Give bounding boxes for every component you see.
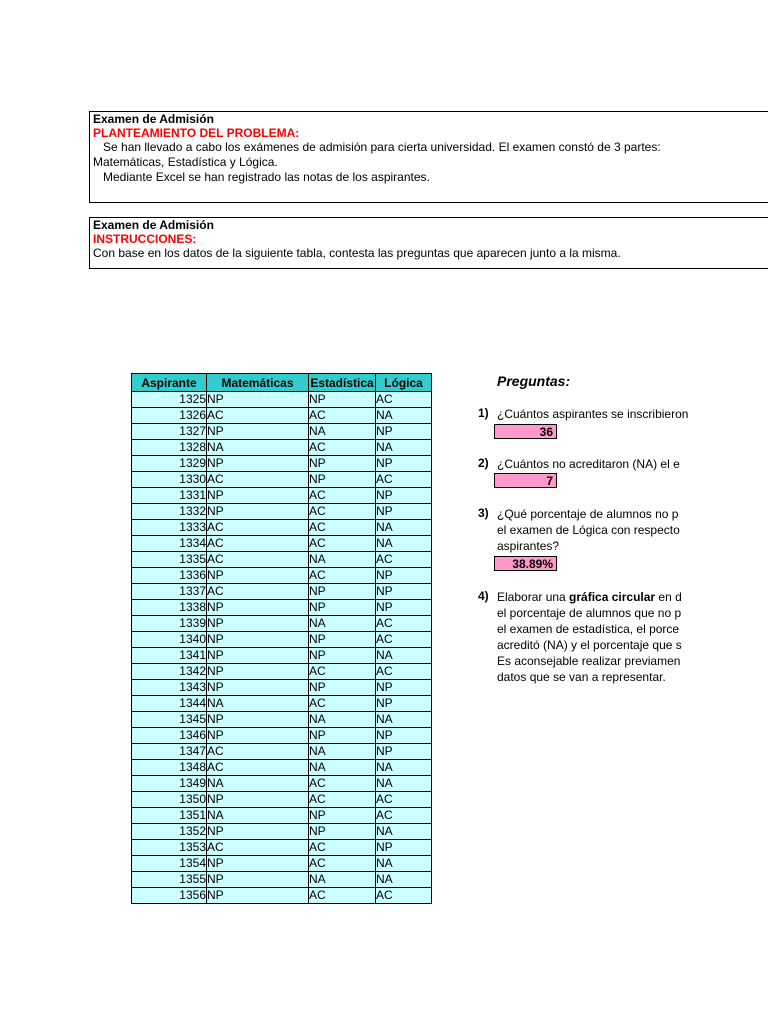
cell-logica[interactable]: NA — [376, 712, 432, 728]
cell-logica[interactable]: NP — [376, 696, 432, 712]
cell-aspirante[interactable]: 1334 — [132, 536, 207, 552]
cell-aspirante[interactable]: 1326 — [132, 408, 207, 424]
cell-estadistica[interactable]: NP — [309, 600, 376, 616]
cell-aspirante[interactable]: 1346 — [132, 728, 207, 744]
cell-aspirante[interactable]: 1335 — [132, 552, 207, 568]
cell-estadistica[interactable]: AC — [309, 792, 376, 808]
question-number: 1) — [478, 406, 489, 420]
question-line: acreditó (NA) y el porcentaje que s — [497, 638, 682, 652]
cell-aspirante[interactable]: 1328 — [132, 440, 207, 456]
problem-heading: PLANTEAMIENTO DEL PROBLEMA: — [93, 126, 300, 140]
cell-estadistica[interactable]: NA — [309, 744, 376, 760]
table-row — [132, 872, 432, 888]
cell-aspirante[interactable]: 1325 — [132, 392, 207, 408]
question-number: 2) — [478, 456, 489, 470]
cell-matematicas[interactable]: NP — [207, 872, 309, 888]
cell-estadistica[interactable]: NP — [309, 472, 376, 488]
cell-logica[interactable]: AC — [376, 392, 432, 408]
cell-estadistica[interactable]: NA — [309, 552, 376, 568]
instructions-title: Examen de Admisión — [93, 218, 214, 232]
cell-logica[interactable]: NP — [376, 456, 432, 472]
question-number: 4) — [478, 589, 489, 603]
cell-logica[interactable]: AC — [376, 616, 432, 632]
header-logica[interactable]: Lógica — [376, 374, 432, 392]
cell-estadistica[interactable]: NP — [309, 456, 376, 472]
cell-matematicas[interactable]: NP — [207, 680, 309, 696]
cell-logica[interactable]: AC — [376, 888, 432, 904]
cell-estadistica[interactable]: AC — [309, 888, 376, 904]
cell-aspirante[interactable]: 1342 — [132, 664, 207, 680]
question-line: Elaborar una gráfica circular en d — [497, 590, 682, 604]
cell-estadistica[interactable]: NP — [309, 632, 376, 648]
cell-aspirante[interactable]: 1336 — [132, 568, 207, 584]
table-row — [132, 888, 432, 904]
table-row — [132, 440, 432, 456]
instructions-line: Con base en los datos de la siguiente tabla, contesta las preguntas que aparecen junto a la misma. — [93, 246, 621, 260]
table-row — [132, 456, 432, 472]
question-line: aspirantes? — [497, 539, 560, 553]
cell-matematicas[interactable]: AC — [207, 552, 309, 568]
cell-aspirante[interactable]: 1356 — [132, 888, 207, 904]
cell-logica[interactable]: NP — [376, 584, 432, 600]
cell-aspirante[interactable]: 1344 — [132, 696, 207, 712]
cell-matematicas[interactable]: AC — [207, 536, 309, 552]
table-row — [132, 584, 432, 600]
instructions-box — [89, 217, 768, 269]
cell-estadistica[interactable]: NA — [309, 424, 376, 440]
answer-cell[interactable]: 36 — [494, 424, 557, 439]
table-row — [132, 664, 432, 680]
cell-estadistica[interactable]: NP — [309, 680, 376, 696]
table-row — [132, 680, 432, 696]
table-row — [132, 536, 432, 552]
problem-line-1: Se han llevado a cabo los exámenes de admisión para cierta universidad. El examen constó de 3 partes: — [93, 140, 661, 154]
cell-logica[interactable]: AC — [376, 808, 432, 824]
cell-aspirante[interactable]: 1339 — [132, 616, 207, 632]
question-line: ¿Cuántos aspirantes se inscribieron — [497, 407, 689, 421]
cell-logica[interactable]: NP — [376, 568, 432, 584]
cell-logica[interactable]: NP — [376, 728, 432, 744]
cell-aspirante[interactable]: 1341 — [132, 648, 207, 664]
cell-estadistica[interactable]: AC — [309, 840, 376, 856]
cell-aspirante[interactable]: 1351 — [132, 808, 207, 824]
cell-matematicas[interactable]: NA — [207, 696, 309, 712]
cell-aspirante[interactable]: 1338 — [132, 600, 207, 616]
question-line: datos que se van a representar. — [497, 670, 666, 684]
cell-estadistica[interactable]: NP — [309, 824, 376, 840]
cell-logica[interactable]: AC — [376, 664, 432, 680]
table-row — [132, 632, 432, 648]
question-line: Es aconsejable realizar previamen — [497, 654, 681, 668]
table-row — [132, 504, 432, 520]
cell-logica[interactable]: NA — [376, 760, 432, 776]
cell-logica[interactable]: NP — [376, 488, 432, 504]
cell-matematicas[interactable]: AC — [207, 408, 309, 424]
cell-logica[interactable]: NP — [376, 504, 432, 520]
cell-matematicas[interactable]: NP — [207, 728, 309, 744]
table-row — [132, 792, 432, 808]
table-row — [132, 696, 432, 712]
cell-matematicas[interactable]: AC — [207, 744, 309, 760]
cell-matematicas[interactable]: NA — [207, 776, 309, 792]
table-row — [132, 600, 432, 616]
table-row — [132, 840, 432, 856]
table-row — [132, 808, 432, 824]
cell-matematicas[interactable]: NP — [207, 648, 309, 664]
cell-matematicas[interactable]: NP — [207, 488, 309, 504]
cell-matematicas[interactable]: NP — [207, 616, 309, 632]
question-line: el porcentaje de alumnos que no p — [497, 606, 682, 620]
cell-matematicas[interactable]: NA — [207, 440, 309, 456]
table-row — [132, 728, 432, 744]
cell-aspirante[interactable]: 1330 — [132, 472, 207, 488]
cell-estadistica[interactable]: AC — [309, 696, 376, 712]
cell-matematicas[interactable]: NP — [207, 568, 309, 584]
cell-logica[interactable]: NA — [376, 648, 432, 664]
cell-aspirante[interactable]: 1331 — [132, 488, 207, 504]
questions-title: Preguntas: — [497, 373, 571, 389]
cell-aspirante[interactable]: 1337 — [132, 584, 207, 600]
cell-aspirante[interactable]: 1329 — [132, 456, 207, 472]
cell-matematicas[interactable]: NP — [207, 600, 309, 616]
table-row — [132, 472, 432, 488]
problem-title: Examen de Admisión — [93, 112, 214, 126]
cell-matematicas[interactable]: NP — [207, 424, 309, 440]
cell-aspirante[interactable]: 1327 — [132, 424, 207, 440]
cell-matematicas[interactable]: AC — [207, 760, 309, 776]
cell-logica[interactable]: NA — [376, 872, 432, 888]
table-header-row — [132, 374, 432, 392]
cell-aspirante[interactable]: 1348 — [132, 760, 207, 776]
cell-matematicas[interactable]: NP — [207, 824, 309, 840]
cell-logica[interactable]: NP — [376, 424, 432, 440]
problem-line-3: Mediante Excel se han registrado las notas de los aspirantes. — [93, 170, 430, 184]
cell-estadistica[interactable]: NP — [309, 728, 376, 744]
cell-aspirante[interactable]: 1332 — [132, 504, 207, 520]
cell-estadistica[interactable]: NA — [309, 872, 376, 888]
question-1 — [478, 406, 768, 446]
cell-estadistica[interactable]: AC — [309, 568, 376, 584]
cell-matematicas[interactable]: NP — [207, 792, 309, 808]
cell-matematicas[interactable]: NP — [207, 888, 309, 904]
cell-estadistica[interactable]: NP — [309, 392, 376, 408]
header-estadistica[interactable]: Estadística — [310, 375, 374, 390]
cell-estadistica[interactable]: AC — [309, 856, 376, 872]
cell-logica[interactable]: NA — [376, 440, 432, 456]
table-row — [132, 568, 432, 584]
table-row — [132, 424, 432, 440]
question-4 — [478, 589, 768, 689]
table-row — [132, 488, 432, 504]
table-row — [132, 824, 432, 840]
question-line: el examen de Lógica con respecto — [497, 523, 680, 537]
cell-aspirante[interactable]: 1345 — [132, 712, 207, 728]
header-aspirante[interactable]: Aspirante — [132, 374, 207, 392]
table-row — [132, 408, 432, 424]
cell-matematicas[interactable]: NP — [207, 712, 309, 728]
table-row — [132, 712, 432, 728]
cell-logica[interactable]: NA — [376, 776, 432, 792]
question-3 — [478, 506, 768, 574]
cell-matematicas[interactable]: NP — [207, 392, 309, 408]
header-matematicas[interactable]: Matemáticas — [207, 374, 309, 392]
instructions-heading: INSTRUCCIONES: — [93, 232, 197, 246]
question-line: ¿Cuántos no acreditaron (NA) el e — [497, 457, 680, 471]
cell-aspirante[interactable]: 1352 — [132, 824, 207, 840]
problem-box — [89, 111, 768, 203]
cell-matematicas[interactable]: NP — [207, 632, 309, 648]
cell-logica[interactable]: AC — [376, 472, 432, 488]
table-row — [132, 392, 432, 408]
cell-logica[interactable]: NA — [376, 856, 432, 872]
cell-matematicas[interactable]: NA — [207, 808, 309, 824]
cell-estadistica[interactable]: NA — [309, 760, 376, 776]
cell-logica[interactable]: AC — [376, 632, 432, 648]
cell-matematicas[interactable]: NP — [207, 664, 309, 680]
cell-estadistica[interactable]: AC — [309, 408, 376, 424]
cell-estadistica[interactable]: AC — [309, 488, 376, 504]
cell-estadistica[interactable]: NA — [309, 616, 376, 632]
cell-estadistica[interactable]: AC — [309, 664, 376, 680]
cell-matematicas[interactable]: AC — [207, 520, 309, 536]
cell-matematicas[interactable]: AC — [207, 472, 309, 488]
cell-matematicas[interactable]: NP — [207, 856, 309, 872]
cell-estadistica[interactable]: AC — [309, 504, 376, 520]
table-row — [132, 648, 432, 664]
answer-cell[interactable]: 7 — [494, 473, 557, 488]
question-number: 3) — [478, 506, 489, 520]
table-row — [132, 856, 432, 872]
cell-aspirante[interactable]: 1343 — [132, 680, 207, 696]
cell-logica[interactable]: NP — [376, 744, 432, 760]
cell-estadistica[interactable]: NP — [309, 808, 376, 824]
cell-estadistica[interactable]: NP — [309, 584, 376, 600]
cell-estadistica[interactable]: NA — [309, 712, 376, 728]
answer-cell[interactable]: 38.89% — [494, 556, 557, 571]
cell-logica[interactable]: NA — [376, 408, 432, 424]
cell-logica[interactable]: NP — [376, 840, 432, 856]
cell-matematicas[interactable]: NP — [207, 504, 309, 520]
table-row — [132, 760, 432, 776]
cell-aspirante[interactable]: 1349 — [132, 776, 207, 792]
cell-estadistica[interactable]: AC — [309, 776, 376, 792]
table-row — [132, 776, 432, 792]
question-line: el examen de estadística, el porce — [497, 622, 680, 636]
cell-logica[interactable]: NA — [376, 536, 432, 552]
table-body — [132, 392, 432, 904]
cell-matematicas[interactable]: NP — [207, 456, 309, 472]
table-row — [132, 744, 432, 760]
cell-aspirante[interactable]: 1347 — [132, 744, 207, 760]
cell-aspirante[interactable]: 1333 — [132, 520, 207, 536]
question-line: ¿Qué porcentaje de alumnos no p — [497, 507, 679, 521]
cell-estadistica[interactable]: AC — [309, 520, 376, 536]
table-row — [132, 552, 432, 568]
cell-aspirante[interactable]: 1353 — [132, 840, 207, 856]
cell-logica[interactable]: NP — [376, 600, 432, 616]
cell-aspirante[interactable]: 1350 — [132, 792, 207, 808]
table-row — [132, 520, 432, 536]
table-row — [132, 616, 432, 632]
cell-aspirante[interactable]: 1355 — [132, 872, 207, 888]
cell-matematicas[interactable]: AC — [207, 840, 309, 856]
cell-logica[interactable]: NA — [376, 824, 432, 840]
cell-logica[interactable]: AC — [376, 792, 432, 808]
cell-logica[interactable]: NA — [376, 520, 432, 536]
cell-matematicas[interactable]: AC — [207, 584, 309, 600]
cell-estadistica[interactable]: AC — [309, 536, 376, 552]
cell-estadistica[interactable]: AC — [309, 440, 376, 456]
cell-aspirante[interactable]: 1340 — [132, 632, 207, 648]
applicants-table — [131, 373, 432, 904]
cell-estadistica[interactable]: NP — [309, 648, 376, 664]
question-2 — [478, 456, 768, 496]
problem-line-2: Matemáticas, Estadística y Lógica. — [93, 155, 278, 169]
cell-logica[interactable]: NP — [376, 680, 432, 696]
cell-aspirante[interactable]: 1354 — [132, 856, 207, 872]
cell-logica[interactable]: AC — [376, 552, 432, 568]
